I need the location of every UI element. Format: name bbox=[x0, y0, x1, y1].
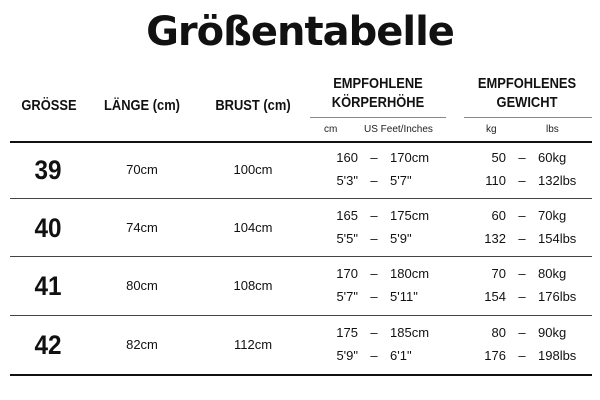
row-height-ft bbox=[330, 173, 440, 189]
row-height-cm-from: 165 bbox=[336, 207, 358, 223]
row-weight-kg-sep: – bbox=[518, 325, 526, 340]
row-height-ft-sep: – bbox=[370, 173, 378, 188]
row-weight-lbs-from: 110 bbox=[485, 173, 506, 188]
row-height-cm-to: 175cm bbox=[390, 207, 430, 223]
row-height-cm-sep: – bbox=[370, 266, 378, 281]
row-weight-lbs bbox=[478, 348, 588, 364]
table-rule-1 bbox=[10, 198, 592, 199]
row-weight-lbs-from: 132 bbox=[484, 230, 506, 246]
subheader-rule-weight bbox=[464, 117, 592, 118]
row-length: 70cm bbox=[126, 162, 158, 177]
table-rule-3 bbox=[10, 315, 592, 316]
row-weight-kg-sep: – bbox=[518, 150, 526, 165]
row-weight-kg-sep: – bbox=[518, 207, 526, 223]
row-chest: 112cm bbox=[233, 337, 273, 352]
row-height-cm-to: 180cm bbox=[390, 266, 430, 281]
row-weight-lbs-to: 176lbs bbox=[538, 289, 577, 304]
row-weight-lbs-from: 154 bbox=[484, 289, 506, 304]
row-weight-lbs-sep: – bbox=[518, 173, 526, 188]
row-size: 39 bbox=[34, 155, 62, 185]
row-chest: 104cm bbox=[233, 219, 273, 235]
header-chest: BRUST (cm) bbox=[215, 97, 291, 114]
row-height-ft-to: 5'9" bbox=[390, 230, 412, 246]
row-height-ft-sep: – bbox=[370, 230, 378, 246]
row-weight-kg-to: 60kg bbox=[538, 150, 567, 165]
row-height-cm bbox=[330, 208, 440, 224]
row-height-ft bbox=[330, 231, 440, 247]
row-chest: 100cm bbox=[233, 162, 273, 177]
row-height-ft-to: 5'11" bbox=[390, 289, 418, 304]
row-size: 42 bbox=[34, 330, 62, 360]
row-weight-lbs bbox=[478, 289, 588, 305]
row-weight-lbs-from: 176 bbox=[484, 348, 506, 363]
row-height-cm-from: 160 bbox=[336, 150, 358, 165]
row-weight-lbs-to: 198lbs bbox=[538, 348, 577, 363]
row-length: 74cm bbox=[126, 219, 158, 235]
row-height-cm-to: 170cm bbox=[390, 150, 430, 165]
row-weight-kg bbox=[478, 266, 588, 282]
row-weight-kg-from: 50 bbox=[491, 150, 506, 165]
row-height-cm-from: 170 bbox=[336, 266, 358, 281]
subheader-height-cm: cm bbox=[324, 124, 338, 135]
subheader-weight-kg: kg bbox=[486, 124, 497, 135]
row-height-ft-from: 5'5" bbox=[336, 230, 358, 246]
row-weight-kg-to: 80kg bbox=[538, 266, 567, 281]
row-weight-kg bbox=[478, 150, 588, 166]
row-weight-kg bbox=[478, 208, 588, 224]
row-height-ft-from: 5'9" bbox=[336, 348, 358, 363]
row-weight-kg-from: 60 bbox=[491, 207, 506, 223]
row-weight-lbs-sep: – bbox=[518, 289, 526, 304]
header-height-line1: EMPFOHLENE bbox=[333, 75, 423, 92]
row-height-ft-sep: – bbox=[370, 289, 378, 304]
row-weight-lbs-sep: – bbox=[518, 230, 526, 246]
page-title: Größentabelle bbox=[146, 9, 454, 55]
header-weight-line1: EMPFOHLENES bbox=[477, 75, 577, 92]
subheader-rule-height bbox=[310, 117, 446, 118]
subheader-height-us: US Feet/Inches bbox=[364, 124, 433, 135]
row-height-ft bbox=[330, 348, 440, 364]
row-height-ft-from: 5'3" bbox=[336, 173, 358, 188]
row-chest: 108cm bbox=[233, 278, 273, 293]
header-weight-line2: GEWICHT bbox=[496, 94, 558, 111]
row-height-cm-to: 185cm bbox=[390, 325, 430, 340]
row-size: 40 bbox=[34, 212, 62, 243]
table-rule-2 bbox=[10, 256, 592, 257]
row-weight-kg-from: 70 bbox=[491, 266, 506, 281]
header-length: LÄNGE (cm) bbox=[104, 97, 180, 114]
row-height-cm bbox=[330, 325, 440, 341]
row-weight-kg bbox=[478, 325, 588, 341]
row-height-cm bbox=[330, 150, 440, 166]
row-height-ft-to: 6'1" bbox=[390, 348, 412, 363]
row-weight-kg-to: 70kg bbox=[538, 207, 567, 223]
header-size: GRÖSSE bbox=[21, 97, 77, 114]
row-height-cm-sep: – bbox=[370, 150, 378, 165]
table-rule-bottom bbox=[10, 374, 592, 376]
row-weight-kg-to: 90kg bbox=[538, 325, 567, 340]
row-height-ft-to: 5'7" bbox=[390, 173, 412, 188]
row-weight-lbs-to: 132lbs bbox=[538, 173, 577, 188]
header-height-line2: KÖRPERHÖHE bbox=[331, 94, 425, 111]
row-weight-lbs bbox=[478, 173, 588, 189]
row-weight-lbs bbox=[478, 231, 588, 247]
row-weight-kg-from: 80 bbox=[491, 325, 506, 340]
row-height-ft bbox=[330, 289, 440, 305]
row-length: 82cm bbox=[126, 337, 158, 352]
row-height-cm bbox=[330, 266, 440, 282]
row-weight-kg-sep: – bbox=[518, 266, 526, 281]
row-height-cm-sep: – bbox=[370, 207, 378, 223]
row-height-cm-from: 175 bbox=[336, 325, 358, 340]
row-weight-lbs-to: 154lbs bbox=[538, 230, 577, 246]
row-height-cm-sep: – bbox=[370, 325, 378, 340]
subheader-weight-lbs: lbs bbox=[546, 124, 559, 135]
row-weight-lbs-sep: – bbox=[518, 348, 526, 363]
row-height-ft-sep: – bbox=[370, 348, 378, 363]
table-rule-top bbox=[10, 141, 592, 143]
row-height-ft-from: 5'7" bbox=[336, 289, 358, 304]
row-length: 80cm bbox=[126, 278, 158, 293]
row-size: 41 bbox=[34, 271, 62, 301]
